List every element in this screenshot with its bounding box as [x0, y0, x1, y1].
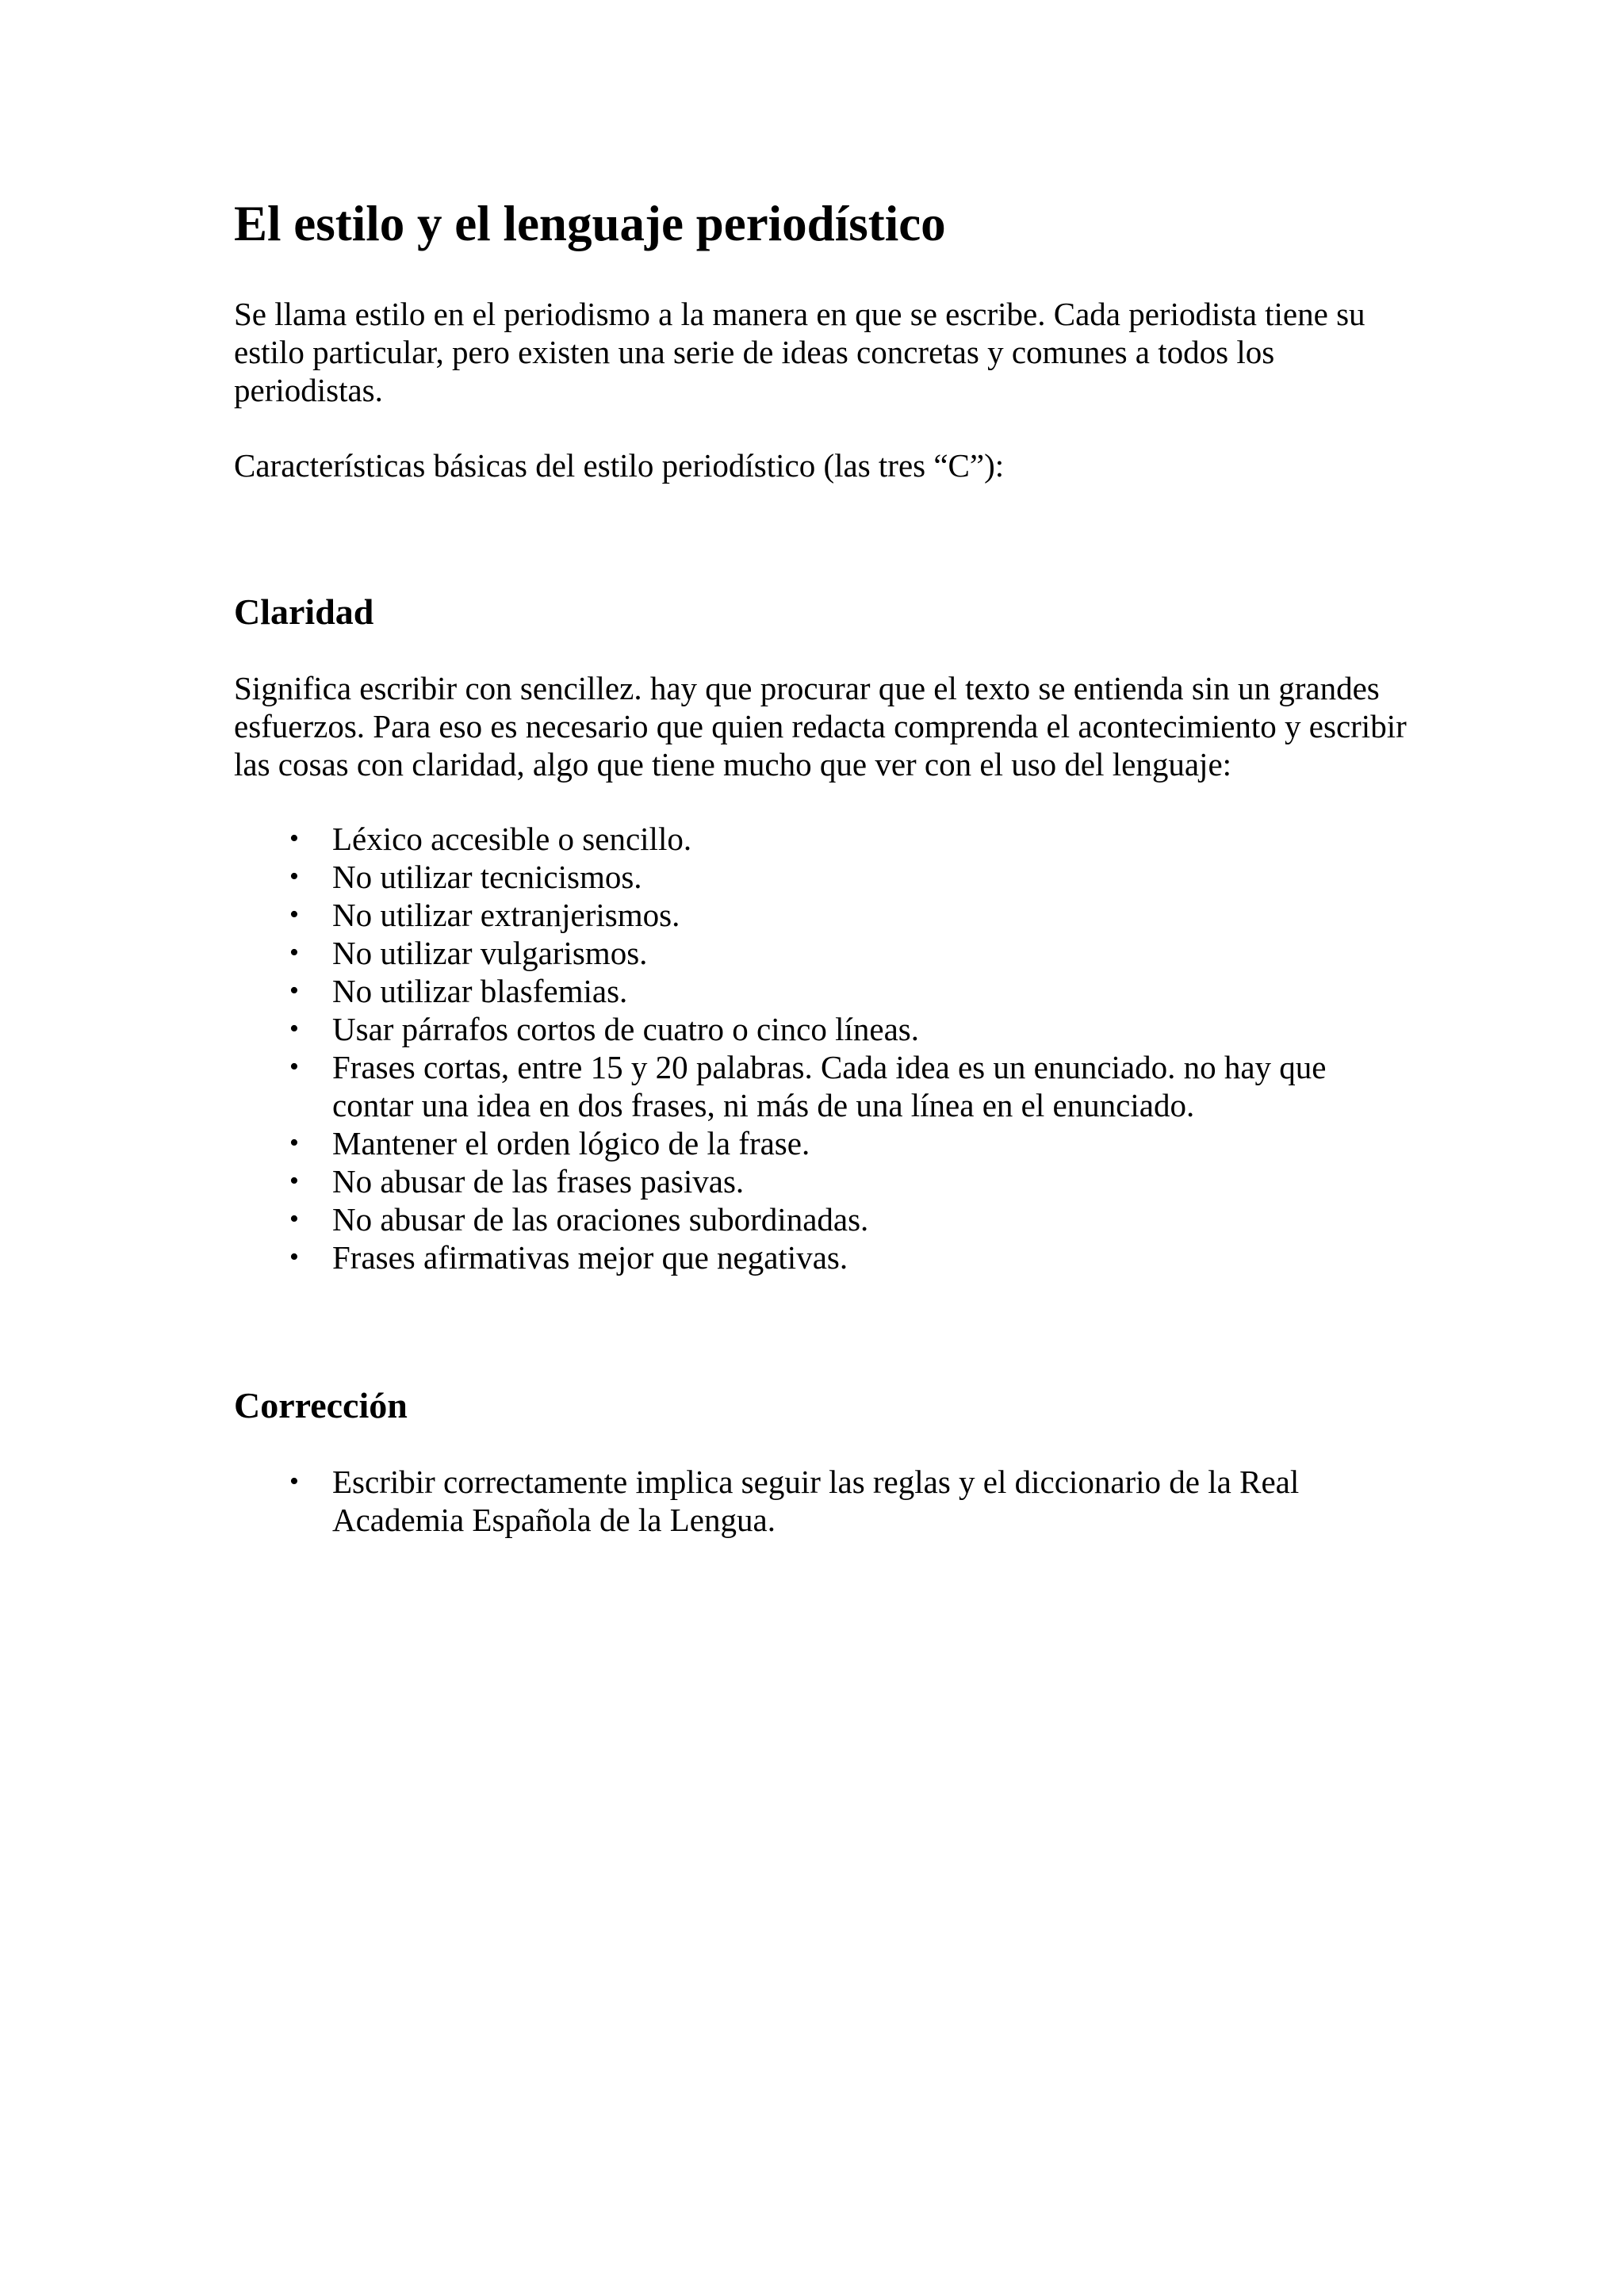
- correccion-list: [234, 1463, 1408, 1539]
- list-item: [234, 1124, 1408, 1162]
- bullet-icon: •: [289, 1467, 299, 1496]
- list-item-text: No utilizar blasfemias.: [332, 973, 628, 1009]
- bullet-icon: •: [289, 900, 299, 929]
- list-item: [234, 858, 1408, 896]
- claridad-list: [234, 820, 1408, 1276]
- document-content: [234, 190, 1408, 1539]
- claridad-paragraph: Significa escribir con sencillez. hay que procurar que el texto se entienda sin un grandes esfuerzos. Para eso es necesario que quien redacta comprenda el acontecimiento y escribir las cosas con claridad, algo que tiene mucho que ver con el uso del lenguaje:: [234, 670, 1407, 783]
- bullet-icon: •: [289, 862, 299, 891]
- list-item: [234, 1048, 1408, 1124]
- intro-paragraph: Se llama estilo en el periodismo a la manera en que se escribe. Cada periodista tiene su estilo particular, pero existen una serie de ideas concretas y comunes a todos los periodistas.: [234, 296, 1365, 408]
- section-heading-correccion: Corrección: [234, 1385, 408, 1425]
- section-heading-claridad: Claridad: [234, 591, 374, 632]
- bullet-icon: •: [289, 1242, 299, 1272]
- bullet-icon: •: [289, 1014, 299, 1043]
- list-item-text: Usar párrafos cortos de cuatro o cinco líneas.: [332, 1011, 919, 1047]
- bullet-icon: •: [289, 1052, 299, 1081]
- bullet-icon: •: [289, 1166, 299, 1196]
- list-item-text: No utilizar extranjerismos.: [332, 897, 680, 933]
- list-item: [234, 1200, 1408, 1238]
- bullet-icon: •: [289, 824, 299, 853]
- list-item-text: No utilizar vulgarismos.: [332, 935, 648, 971]
- list-item-text: No abusar de las frases pasivas.: [332, 1163, 745, 1200]
- list-item-text: Léxico accesible o sencillo.: [332, 821, 692, 857]
- bullet-icon: •: [289, 938, 299, 967]
- bullet-icon: •: [289, 976, 299, 1005]
- list-item: [234, 1238, 1408, 1276]
- list-item: [234, 1010, 1408, 1048]
- characteristics-paragraph: Características básicas del estilo periodístico (las tres “C”):: [234, 447, 1005, 484]
- list-item-text: Mantener el orden lógico de la frase.: [332, 1125, 810, 1161]
- list-item-text: Escribir correctamente implica seguir las reglas y el diccionario de la Real Academia Española de la Lengua.: [332, 1464, 1300, 1538]
- list-item-text: Frases cortas, entre 15 y 20 palabras. Cada idea es un enunciado. no hay que contar una idea en dos frases, ni más de una línea en el enunciado.: [332, 1049, 1327, 1123]
- list-item: [234, 972, 1408, 1010]
- list-item: [234, 1463, 1408, 1539]
- list-item: [234, 1162, 1408, 1200]
- list-item: [234, 820, 1408, 858]
- bullet-icon: •: [289, 1128, 299, 1158]
- list-item-text: No abusar de las oraciones subordinadas.: [332, 1201, 869, 1238]
- list-item: [234, 934, 1408, 972]
- list-item-text: No utilizar tecnicismos.: [332, 859, 642, 895]
- list-item: [234, 896, 1408, 934]
- bullet-icon: •: [289, 1204, 299, 1234]
- list-item-text: Frases afirmativas mejor que negativas.: [332, 1239, 848, 1276]
- document-title: El estilo y el lenguaje periodístico: [234, 196, 946, 251]
